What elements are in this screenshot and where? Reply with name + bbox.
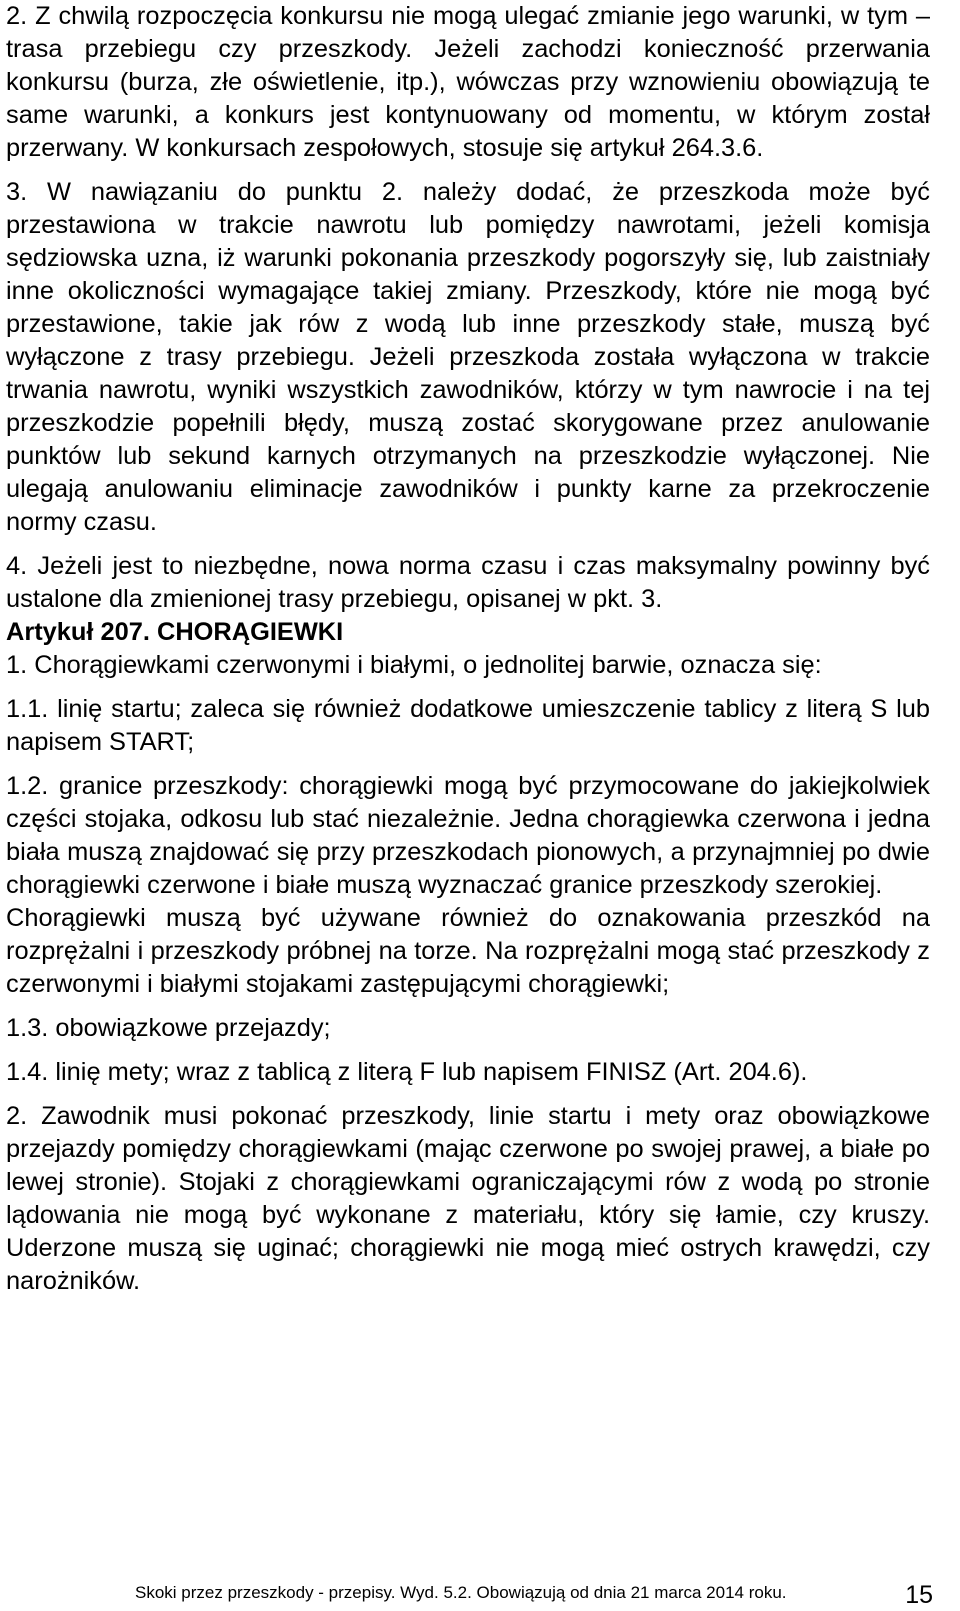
article-paragraph-flags-use: Chorągiewki muszą być używane również do oznakowania przeszkód na rozprężalni i przeszkody próbnej na torze. Na rozprężalni mogą stać przeszkody z czerwonymi i białymi stojakami zastępującymi chorągiewki; xyxy=(6,904,930,998)
article-heading: Artykuł 207. CHORĄGIEWKI xyxy=(6,618,344,646)
paragraph-3-obstacle-change: 3. W nawiązaniu do punktu 2. należy dodać, że przeszkoda może być przestawiona w trakcie nawrotu lub pomiędzy nawrotami, jeżeli komisja sędziowska uzna, iż warunki pokonania przeszkody pogorszyły się, lub zaistniały inne okoliczności wymagające takiej zmiany. Przeszkody, które nie mogą być przestawione, takie jak rów z wodą lub inne przeszkody stałe, muszą być wyłączone z trasy przebiegu. Jeżeli przeszkoda została wyłączona w trakcie trwania nawrotu, wyniki wszystkich zawodników, którzy w tym nawrocie i na tej przeszkodzie popełnili błędy, muszą zostać skorygowane przez anulowanie punktów lub sekund karnych otrzymanych na przeszkodzie wyłączonej. Nie ulegają anulowaniu eliminacje zawodników i punkty karne za przekroczenie normy czasu. xyxy=(6,178,930,536)
footer-text: Skoki przez przeszkody - przepisy. Wyd. 5.2. Obowiązują od dnia 21 marca 2014 roku. xyxy=(135,1583,787,1602)
article-paragraph-1-1: 1.1. linię startu; zaleca się również dodatkowe umieszczenie tablicy z literą S lub napisem START; xyxy=(6,695,930,756)
paragraph-2-conditions: 2. Z chwilą rozpoczęcia konkursu nie mogą ulegać zmianie jego warunki, w tym – trasa przebiegu czy przeszkody. Jeżeli zachodzi konieczność przerwania konkursu (burza, złe oświetlenie, itp.), wówczas przy wznowieniu obowiązują te same warunki, a konkurs jest kontynuowany od momentu, w którym został przerwany. W konkursach zespołowych, stosuje się artykuł 264.3.6. xyxy=(6,2,930,162)
paragraph-4-time-norm: 4. Jeżeli jest to niezbędne, nowa norma czasu i czas maksymalny powinny być ustalone dla zmienionej trasy przebiegu, opisanej w pkt. 3. xyxy=(6,552,930,613)
article-paragraph-1: 1. Chorągiewkami czerwonymi i białymi, o jednolitej barwie, oznacza się: xyxy=(6,651,822,679)
article-paragraph-2: 2. Zawodnik musi pokonać przeszkody, linie startu i mety oraz obowiązkowe przejazdy pomiędzy chorągiewkami (mając czerwone po swojej prawej, a białe po lewej stronie). Stojaki z chorągiewkami ograniczającymi rów z wodą po stronie lądowania nie mogą być wykonane z materiału, który się łamie, czy kruszy. Uderzone muszą się uginać; chorągiewki nie mogą mieć ostrych krawędzi, czy narożników. xyxy=(6,1102,930,1295)
article-paragraph-1-3: 1.3. obowiązkowe przejazdy; xyxy=(6,1014,331,1042)
article-paragraph-1-4: 1.4. linię mety; wraz z tablicą z literą F lub napisem FINISZ (Art. 204.6). xyxy=(6,1058,808,1086)
document-page xyxy=(6,0,930,1298)
article-paragraph-1-2: 1.2. granice przeszkody: chorągiewki mogą być przymocowane do jakiejkolwiek części stojaka, odkosu lub stać niezależnie. Jedna chorągiewka czerwona i jedna biała muszą znajdować się przy przeszkodach pionowych, a przynajmniej po dwie chorągiewki czerwone i białe muszą wyznaczać granice przeszkody szerokiej. xyxy=(6,772,930,899)
page-number: 15 xyxy=(905,1581,933,1609)
